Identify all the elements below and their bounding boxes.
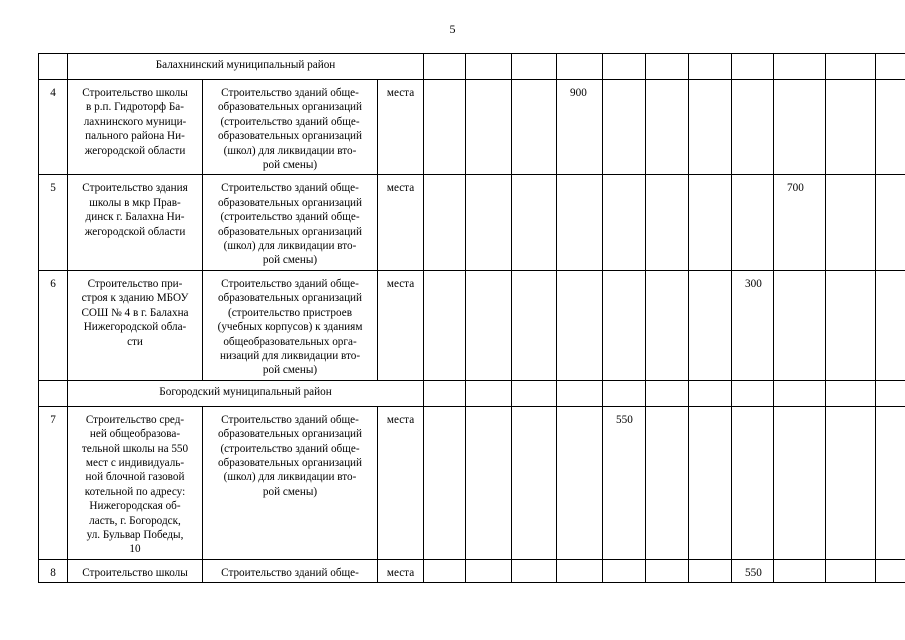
cell-empty: [876, 54, 905, 80]
table-row: [39, 270, 905, 380]
cell-empty: [689, 270, 732, 380]
object-description-line: Строительство зданий обще-: [221, 182, 359, 195]
object-name-line: Строительство школы: [82, 566, 188, 579]
cell-empty: [732, 406, 774, 559]
value-cell: 300: [732, 270, 774, 380]
object-description: [203, 175, 378, 270]
object-name: [68, 270, 203, 380]
table-row: [39, 406, 905, 559]
object-description-line: (строительство пристроев: [227, 306, 352, 319]
cell-empty: [424, 54, 466, 80]
object-description-line: образовательных организаций: [217, 101, 363, 114]
object-name-line: пального района Ни-: [85, 130, 185, 143]
object-description-line: образовательных организаций: [217, 428, 363, 441]
object-description: [203, 270, 378, 380]
object-name-line: Строительство при-: [87, 277, 183, 290]
section-row: [39, 54, 905, 80]
row-number: 6: [39, 270, 68, 380]
page-number: 5: [449, 22, 456, 36]
cell-empty: [512, 380, 557, 406]
row-number: 7: [39, 406, 68, 559]
object-description-line: (строительство зданий обще-: [220, 115, 360, 128]
object-description-line: Строительство зданий обще-: [221, 413, 359, 426]
cell-empty: [646, 80, 689, 175]
object-description-line: образовательных организаций: [217, 292, 363, 305]
cell-empty: [732, 80, 774, 175]
cell-empty: [557, 559, 603, 582]
object-description: [203, 406, 378, 559]
cell-empty: [466, 54, 512, 80]
cell-empty: [732, 54, 774, 80]
object-name-line: Строительство здания: [82, 182, 188, 195]
section-title: Балахнинский муниципальный район: [68, 54, 424, 80]
cell-empty: [646, 175, 689, 270]
object-description-line: рой смены): [262, 159, 318, 172]
value-cell: 550: [732, 559, 774, 582]
unit-cell: места: [378, 406, 424, 559]
object-description-line: (строительство зданий обще-: [220, 211, 360, 224]
cell-empty: [424, 406, 466, 559]
object-name-line: СОШ № 4 в г. Балахна: [81, 306, 189, 319]
cell-empty: [826, 175, 876, 270]
cell-empty: [646, 559, 689, 582]
object-name-line: жегородской области: [84, 144, 186, 157]
cell-empty: [826, 54, 876, 80]
cell-empty: [689, 175, 732, 270]
cell-empty: [557, 406, 603, 559]
object-description-line: образовательных организаций: [217, 196, 363, 209]
cell-empty: [876, 80, 905, 175]
cell-empty: [774, 559, 826, 582]
cell-empty: [512, 559, 557, 582]
cell-empty: [774, 380, 826, 406]
object-name-line: лахнинского муници-: [83, 115, 187, 128]
cell-empty: [646, 380, 689, 406]
cell-empty: [424, 270, 466, 380]
cell-empty: [603, 559, 646, 582]
cell-empty: [424, 559, 466, 582]
table-row: [39, 80, 905, 175]
cell-empty: [774, 80, 826, 175]
cell-empty: [512, 80, 557, 175]
object-name-line: динск г. Балахна Ни-: [85, 211, 185, 224]
object-description-line: (школ) для ликвидации вто-: [223, 144, 357, 157]
value-cell: 700: [774, 175, 826, 270]
cell-empty: [424, 175, 466, 270]
cell-empty: [689, 54, 732, 80]
object-description-line: (строительство зданий обще-: [220, 442, 360, 455]
object-description-line: общеобразовательных орга-: [223, 335, 357, 348]
object-name-line: ней общеобразова-: [89, 428, 181, 441]
section-row: [39, 380, 905, 406]
cell-empty: [466, 175, 512, 270]
object-description-line: Строительство зданий обще-: [221, 566, 359, 579]
object-name-line: тельной школы на 550: [81, 442, 189, 455]
cell-empty: [826, 380, 876, 406]
object-name: [68, 175, 203, 270]
investment-table: [38, 53, 905, 583]
section-title: Богородский муниципальный район: [68, 380, 424, 406]
row-number: 8: [39, 559, 68, 582]
object-name-line: Строительство сред-: [85, 413, 185, 426]
cell-empty: [466, 270, 512, 380]
object-description-line: низаций для ликвидации вто-: [219, 349, 361, 362]
object-name-line: 10: [129, 543, 141, 556]
object-name-line: котельной по адресу:: [84, 485, 186, 498]
value-cell: 900: [557, 80, 603, 175]
cell-empty: [774, 54, 826, 80]
cell-empty: [466, 406, 512, 559]
cell-empty: [39, 380, 68, 406]
cell-empty: [876, 380, 905, 406]
cell-empty: [39, 54, 68, 80]
cell-empty: [689, 80, 732, 175]
cell-empty: [774, 270, 826, 380]
object-description-line: (школ) для ликвидации вто-: [223, 240, 357, 253]
object-description: [203, 80, 378, 175]
unit-cell: места: [378, 80, 424, 175]
cell-empty: [646, 54, 689, 80]
cell-empty: [512, 175, 557, 270]
object-description-line: рой смены): [262, 364, 318, 377]
cell-empty: [826, 270, 876, 380]
object-description: [203, 559, 378, 582]
cell-empty: [646, 270, 689, 380]
object-description-line: рой смены): [262, 254, 318, 267]
cell-empty: [774, 406, 826, 559]
object-name-line: сти: [127, 335, 143, 348]
object-description-line: образовательных организаций: [217, 225, 363, 238]
object-description-line: (учебных корпусов) к зданиям: [217, 321, 363, 334]
object-description-line: Строительство зданий обще-: [221, 87, 359, 99]
object-description-line: (школ) для ликвидации вто-: [223, 471, 357, 484]
row-number: 4: [39, 80, 68, 175]
row-number: 5: [39, 175, 68, 270]
cell-empty: [466, 380, 512, 406]
cell-empty: [424, 80, 466, 175]
cell-empty: [603, 54, 646, 80]
cell-empty: [876, 175, 905, 270]
table-row: [39, 559, 905, 582]
cell-empty: [689, 380, 732, 406]
cell-empty: [689, 406, 732, 559]
object-name-line: ул. Бульвар Победы,: [86, 528, 184, 541]
object-name: [68, 559, 203, 582]
object-name-line: школы в мкр Прав-: [89, 196, 181, 209]
cell-empty: [603, 380, 646, 406]
cell-empty: [557, 380, 603, 406]
object-description-line: Строительство зданий обще-: [221, 277, 359, 290]
cell-empty: [466, 559, 512, 582]
cell-empty: [512, 54, 557, 80]
cell-empty: [603, 270, 646, 380]
cell-empty: [603, 80, 646, 175]
cell-empty: [466, 80, 512, 175]
object-name-line: жегородской области: [84, 225, 186, 238]
table-body: [39, 54, 905, 583]
object-name-line: Строительство школы: [82, 87, 188, 99]
cell-empty: [424, 380, 466, 406]
object-name-line: Нижегородская об-: [89, 500, 181, 513]
cell-empty: [512, 406, 557, 559]
object-name-line: строя к зданию МБОУ: [81, 292, 189, 305]
cell-empty: [732, 175, 774, 270]
cell-empty: [512, 270, 557, 380]
cell-empty: [876, 270, 905, 380]
object-name-line: в р.п. Гидроторф Ба-: [86, 101, 184, 114]
value-cell: 550: [603, 406, 646, 559]
unit-cell: места: [378, 559, 424, 582]
cell-empty: [826, 80, 876, 175]
object-description-line: рой смены): [262, 485, 318, 498]
cell-empty: [557, 270, 603, 380]
object-description-line: образовательных организаций: [217, 130, 363, 143]
table-row: [39, 175, 905, 270]
object-name-line: Нижегородской обла-: [83, 321, 187, 334]
cell-empty: [876, 406, 905, 559]
cell-empty: [557, 54, 603, 80]
cell-empty: [826, 406, 876, 559]
object-name-line: мест с индивидуаль-: [85, 456, 185, 469]
unit-cell: места: [378, 175, 424, 270]
cell-empty: [826, 559, 876, 582]
cell-empty: [557, 175, 603, 270]
object-name: [68, 406, 203, 559]
object-description-line: образовательных организаций: [217, 456, 363, 469]
unit-cell: места: [378, 270, 424, 380]
cell-empty: [646, 406, 689, 559]
object-name-line: ной блочной газовой: [85, 471, 185, 484]
cell-empty: [732, 380, 774, 406]
object-name-line: ласть, г. Богородск,: [89, 514, 181, 527]
cell-empty: [876, 559, 905, 582]
object-name: [68, 80, 203, 175]
cell-empty: [689, 559, 732, 582]
cell-empty: [603, 175, 646, 270]
